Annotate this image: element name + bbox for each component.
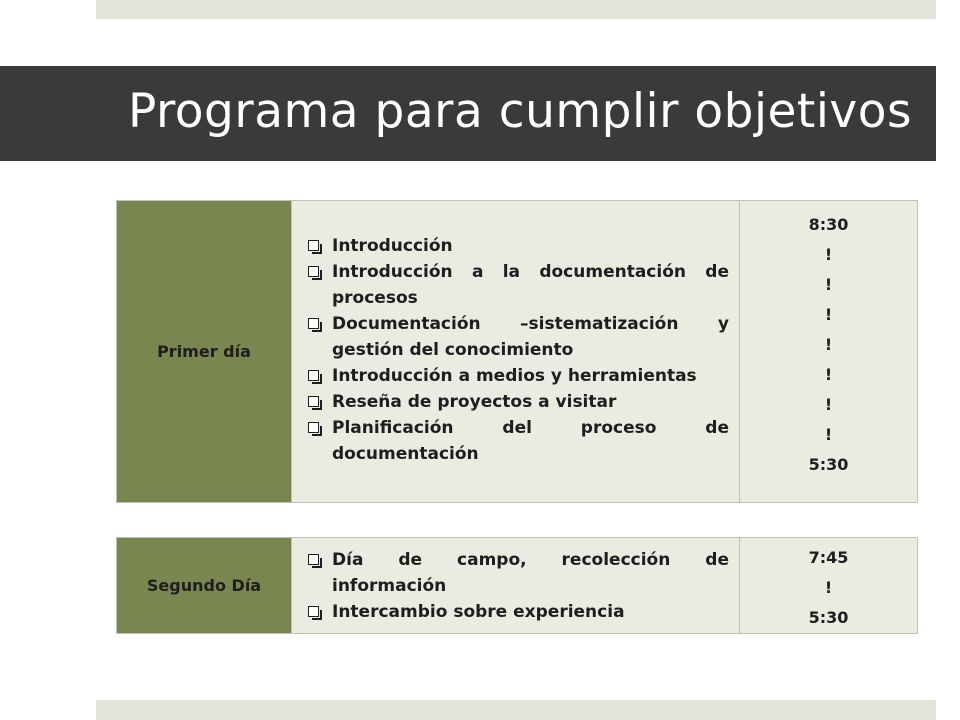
schedule-table-day-1 — [116, 200, 918, 503]
slide-title: Programa para cumplir objetivos — [128, 84, 912, 139]
checkbox-bullet-icon — [308, 318, 319, 329]
time-end: 5:30 — [808, 455, 849, 474]
time-end: 5:30 — [808, 608, 849, 627]
checkbox-bullet-icon — [308, 422, 319, 433]
list-item: Introducción — [304, 233, 729, 259]
activities-cell — [292, 201, 740, 503]
list-item: Introducción a medios y herramientas — [304, 363, 729, 389]
list-item: Documentación –sistematización y gestión del conocimiento — [304, 311, 729, 363]
checkbox-bullet-icon — [308, 396, 319, 407]
time-separator: ! — [824, 365, 833, 384]
time-cell — [740, 201, 918, 503]
time-separator: ! — [824, 275, 833, 294]
activities-list — [304, 233, 729, 467]
time-separator: ! — [824, 305, 833, 324]
schedule-table-day-2 — [116, 537, 918, 634]
time-start: 7:45 — [808, 548, 849, 567]
list-item: Reseña de proyectos a visitar — [304, 389, 729, 415]
day-label: Primer día — [117, 201, 292, 503]
activities-cell — [292, 538, 740, 634]
time-separator: ! — [824, 245, 833, 264]
bottom-decorative-band — [96, 700, 936, 720]
time-separator: ! — [824, 395, 833, 414]
time-separator: ! — [824, 425, 833, 444]
list-item: Día de campo, recolección de información — [304, 547, 729, 599]
checkbox-bullet-icon — [308, 606, 319, 617]
activities-list — [304, 547, 729, 625]
list-item: Introducción a la documentación de procesos — [304, 259, 729, 311]
top-decorative-band — [96, 0, 936, 19]
checkbox-bullet-icon — [308, 240, 319, 251]
checkbox-bullet-icon — [308, 370, 319, 381]
time-separator: ! — [824, 335, 833, 354]
time-separator: ! — [824, 578, 833, 597]
list-item: Planificación del proceso de documentación — [304, 415, 729, 467]
checkbox-bullet-icon — [308, 554, 319, 565]
list-item: Intercambio sobre experiencia — [304, 599, 729, 625]
time-start: 8:30 — [808, 215, 849, 234]
time-cell — [740, 538, 918, 634]
day-label: Segundo Día — [117, 538, 292, 634]
checkbox-bullet-icon — [308, 266, 319, 277]
